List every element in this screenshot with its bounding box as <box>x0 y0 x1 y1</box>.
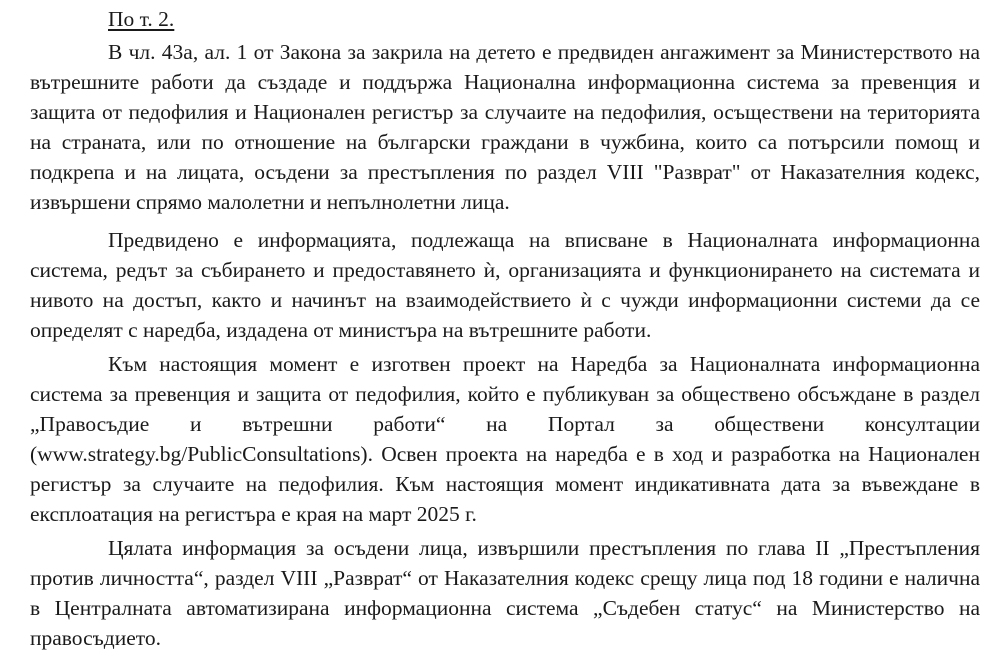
paragraph-4: Цялата информация за осъдени лица, извършили престъпления по глава II „Престъпления против личността“, раздел VIII „Разврат“ от Наказателния кодекс срещу лица под 18 години е налична в Централната автоматизирана информационна система „Съдебен статус“ на Министерство на правосъдието. <box>30 536 980 650</box>
paragraph-1: В чл. 43а, ал. 1 от Закона за закрила на детето е предвиден ангажимент за Министерството на вътрешните работи да създаде и поддържа Национална информационна система за превенция и защита от педофилия и Национален регистър за случаите на педофилия, осъществени на територията на страната, или по отношение на български граждани в чужбина, които са потърсили помощ и подкрепа и на лицата, осъдени за престъпления по раздел VIII "Разврат" от Наказателния кодекс, извършени спрямо малолетни и непълнолетни лица. <box>30 40 980 214</box>
paragraph-2: Предвидено е информацията, подлежаща на вписване в Националната информационна система, редът за събирането и предоставянето ѝ, организацията и функционирането на системата и нивото на достъп, както и начинът на взаимодействието ѝ с чужди информационни системи да се определят с наредба, издадена от министъра на вътрешните работи. <box>30 228 980 342</box>
paragraph-3: Към настоящия момент е изготвен проект на Наредба за Националната информационна система за превенция и защита от педофилия, който е публикуван за обществено обсъждане в раздел „Правосъдие и вътрешни работи“ на Портал за обществени консултации (www.strategy.bg/PublicConsultations). Освен проекта на наредба е в ход и разработка на Национален регистър за случаите на педофилия. Към настоящия момент индикативната дата за въвеждане в експлоатация на регистъра е края на март 2025 г. <box>30 352 980 526</box>
section-heading: По т. 2. <box>108 7 175 31</box>
